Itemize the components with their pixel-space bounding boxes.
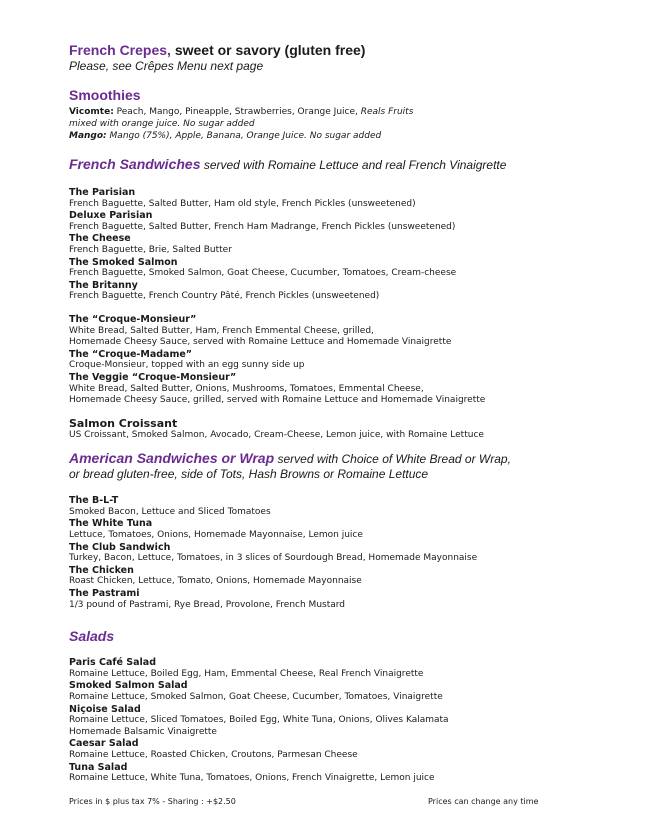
footer-prices-note: Prices in $ plus tax 7% - Sharing : +$2.50 [69, 797, 236, 806]
nicoise-salad-desc2: Homemade Balsamic Vinaigrette [69, 726, 217, 737]
american-desc: served with Choice of White Bread or Wrap, [274, 452, 511, 467]
croque-monsieur-name: The “Croque-Monsieur” [69, 313, 197, 325]
croque-madame-name: The “Croque-Madame” [69, 348, 193, 360]
item-desc: French Baguette, Brie, Salted Butter [69, 244, 232, 255]
crepes-title: French Crepes, [69, 42, 171, 58]
crepes-heading [69, 42, 629, 58]
item-desc: Turkey, Bacon, Lettuce, Tomatoes, in 3 slices of Sourdough Bread, Homemade Mayonnaise [69, 553, 478, 564]
mango-label: Mango: [69, 131, 107, 141]
salmon-croissant [69, 417, 629, 442]
caesar-salad-name: Caesar Salad [69, 738, 139, 750]
paris-salad-name: Paris Café Salad [69, 657, 157, 669]
veggie-croque-desc2: Homemade Cheesy Sauce, grilled, served with Romaine Lettuce and Homemade Vinaigrette [69, 395, 486, 406]
american-title: American Sandwiches or Wrap [69, 450, 275, 467]
smoothie-vicomte [69, 106, 629, 118]
nicoise-salad-desc: Romaine Lettuce, Sliced Tomatoes, Boiled Egg, White Tuna, Onions, Olives Kalamata [69, 715, 449, 726]
item-desc: Roast Chicken, Lettuce, Tomato, Onions, Homemade Mayonnaise [69, 576, 362, 587]
american-items [69, 495, 629, 611]
american-heading [69, 450, 629, 467]
french-sandwiches-title: French Sandwiches [69, 156, 201, 172]
item-name: The Cheese [69, 233, 131, 245]
item-name: The White Tuna [69, 518, 153, 530]
vicomte-label: Vicomte: [69, 107, 114, 117]
smoothies-title: Smoothies [69, 87, 141, 103]
tuna-salad-desc: Romaine Lettuce, White Tuna, Tomatoes, Onions, French Vinaigrette, Lemon juice [69, 773, 435, 784]
item-desc: French Baguette, French Country Pâté, French Pickles (unsweetened) [69, 291, 380, 302]
nicoise-salad-name: Niçoise Salad [69, 703, 141, 715]
veggie-croque-desc: White Bread, Salted Butter, Onions, Mushrooms, Tomatoes, Emmental Cheese, [69, 383, 424, 394]
paris-salad-desc: Romaine Lettuce, Boiled Egg, Ham, Emmental Cheese, Real French Vinaigrette [69, 668, 424, 679]
french-sandwiches-heading [69, 156, 629, 173]
footer-change-note: Prices can change any time [428, 797, 539, 806]
item-desc: Smoked Bacon, Lettuce and Sliced Tomatoes [69, 506, 271, 517]
item-desc: Lettuce, Tomatoes, Onions, Homemade Mayonnaise, Lemon juice [69, 530, 363, 541]
item-desc: French Baguette, Salted Butter, Ham old style, French Pickles (unsweetened) [69, 198, 416, 209]
crepes-subtitle: sweet or savory (gluten free) [170, 42, 366, 58]
item-name: The B-L-T [69, 495, 119, 507]
item-name: The Britanny [69, 279, 138, 291]
smoked-salmon-salad-name: Smoked Salmon Salad [69, 680, 188, 692]
menu-page [69, 42, 629, 785]
french-sandwiches-group2 [69, 314, 629, 407]
item-desc: 1/3 pound of Pastrami, Rye Bread, Provolone, French Mustard [69, 599, 346, 610]
item-name: The Club Sandwich [69, 541, 171, 553]
item-name: The Parisian [69, 187, 136, 198]
item-name: Deluxe Parisian [69, 210, 153, 222]
veggie-croque-name: The Veggie “Croque-Monsieur” [69, 371, 237, 383]
croque-monsieur-desc2: Homemade Cheesy Sauce, served with Romaine Lettuce and Homemade Vinaigrette [69, 337, 452, 348]
croque-monsieur-desc: White Bread, Salted Butter, Ham, French Emmental Cheese, grilled, [69, 325, 374, 336]
item-name: The Chicken [69, 564, 134, 576]
salmon-croissant-desc: US Croissant, Smoked Salmon, Avocado, Cream-Cheese, Lemon juice, with Romaine Lettuce [69, 429, 484, 440]
item-name: The Pastrami [69, 588, 140, 600]
smoothie-mango [69, 130, 629, 142]
croque-madame-desc: Croque-Monsieur, topped with an egg sunny side up [69, 360, 305, 371]
vicomte-italic: Reals Fruits [360, 107, 414, 117]
salads-title: Salads [69, 628, 115, 645]
salads-items [69, 657, 629, 785]
salmon-croissant-name: Salmon Croissant [69, 416, 178, 430]
vicomte-text: Peach, Mango, Pineapple, Strawberries, Orange Juice, [113, 107, 361, 117]
item-desc: French Baguette, Smoked Salmon, Goat Cheese, Cucumber, Tomatoes, Cream-cheese [69, 268, 457, 279]
french-sandwiches-desc: served with Romaine Lettuce and real French Vinaigrette [200, 158, 507, 172]
mango-text: Mango (75%), Apple, Banana, Orange Juice. No sugar added [106, 131, 382, 141]
crepes-note: Please, see Crêpes Menu next page [69, 59, 264, 73]
smoked-salmon-salad-desc: Romaine Lettuce, Smoked Salmon, Goat Cheese, Cucumber, Tomatoes, Vinaigrette [69, 692, 443, 702]
french-sandwiches-group1 [69, 187, 629, 303]
tuna-salad-name: Tuna Salad [69, 761, 128, 773]
vicomte-line2: mixed with orange juice. No sugar added [69, 119, 255, 129]
item-desc: French Baguette, Salted Butter, French Ham Madrange, French Pickles (unsweetened) [69, 221, 456, 232]
item-name: The Smoked Salmon [69, 256, 178, 268]
caesar-salad-desc: Romaine Lettuce, Roasted Chicken, Croutons, Parmesan Cheese [69, 749, 358, 760]
american-desc2: or bread gluten-free, side of Tots, Hash Browns or Romaine Lettuce [69, 467, 429, 482]
